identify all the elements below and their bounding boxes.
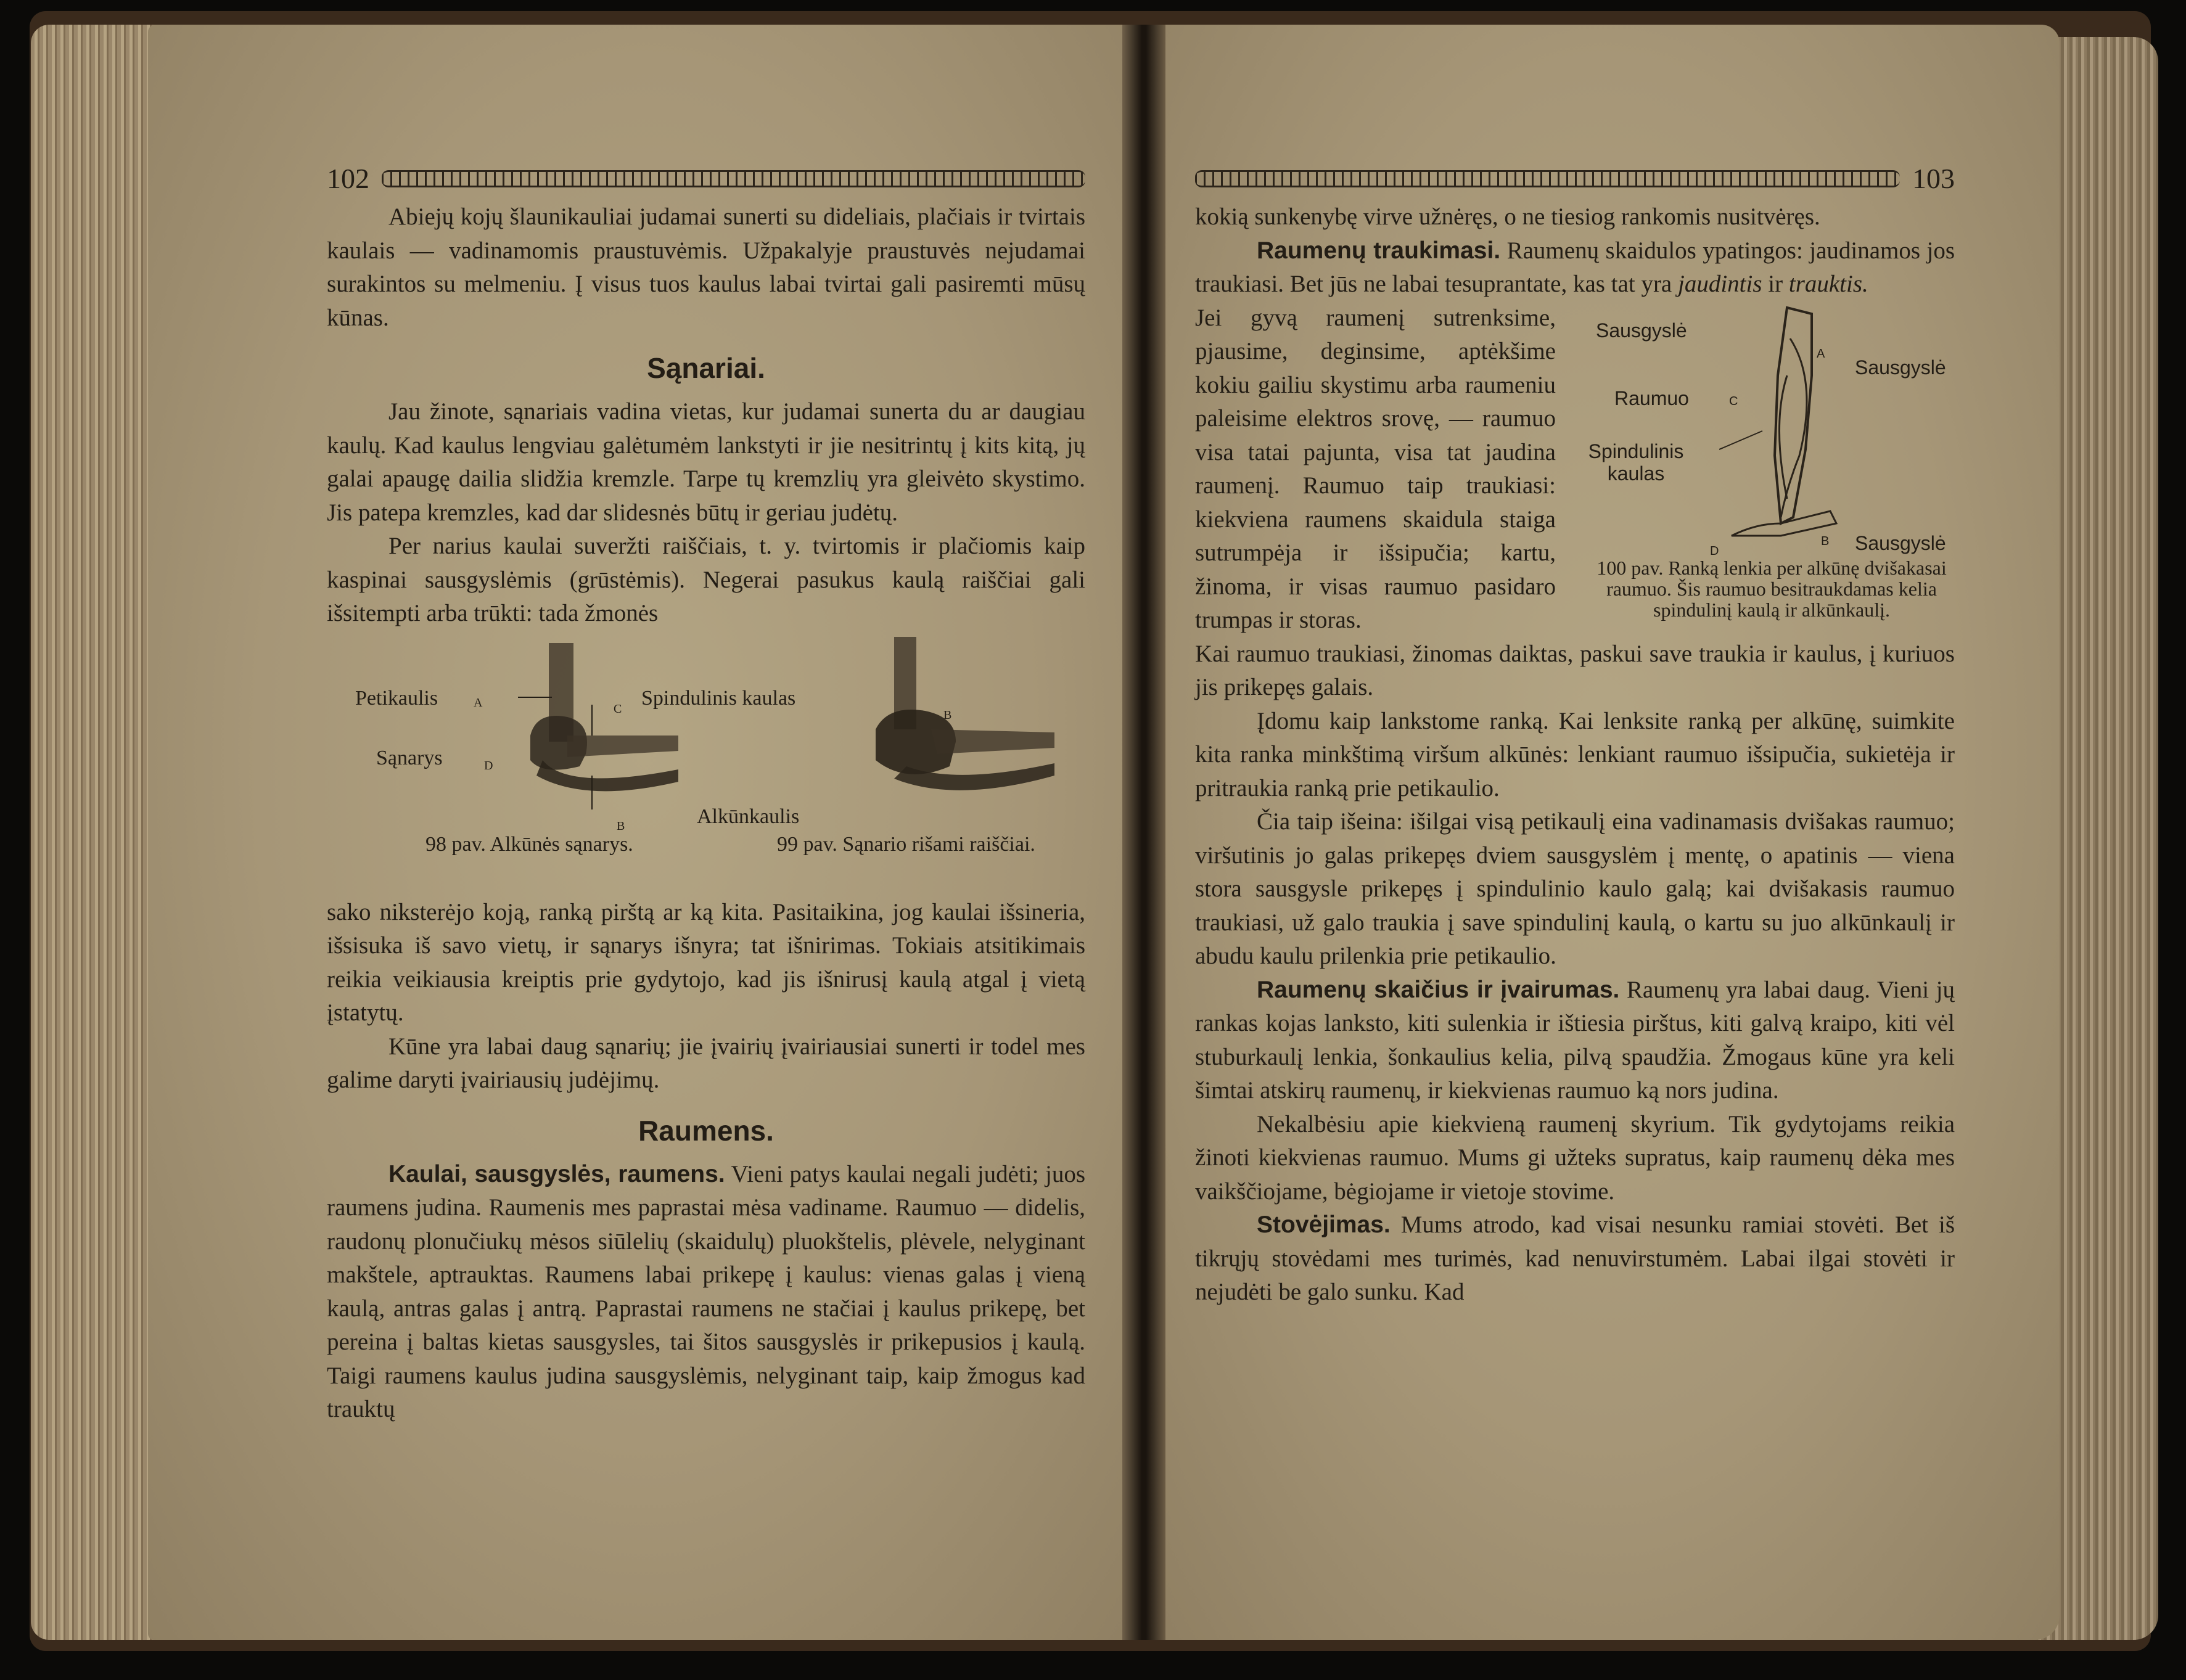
section-heading: Raumens. [638, 1114, 774, 1147]
label-alkunkaulis: Alkūnkaulis [697, 805, 800, 828]
left-page-header [327, 157, 1085, 200]
paragraph [1195, 973, 1955, 1108]
figure-letter: B [617, 819, 625, 833]
label-spindulinis-kaulas: Spindulinis kaulas [641, 686, 796, 710]
label-sausgysle-bottom: Sausgyslė [1855, 531, 1946, 554]
paragraph [1195, 1208, 1955, 1309]
figures-98-99 [327, 631, 1085, 896]
paragraph: Kūne yra labai daug sąnarių; jie įvairių įvairiausiai sunerti ir todel mes galime daryti įvairiausių judėjimų. [327, 1033, 1085, 1093]
figure-99-caption: 99 pav. Sąnario rišami raiščiai. [777, 832, 1035, 856]
figure-100 [1577, 301, 1960, 628]
paragraph: Kai raumuo traukiasi, žinomas daiktas, paskui save traukia ir kaulus, į kuriuos jis prikepęs galais. [1195, 640, 1955, 700]
decorative-rule [382, 170, 1085, 187]
figure-letter: A [474, 695, 483, 710]
paragraph: Per narius kaulai suveržti raiščiais, t. y. tvirtomis ir plačiomis kaip kaspinai sausgyslėmis (grūstėmis). Negerai pasukus kaulą raiščiai gali išsitempti arba trūkti: tada žmonės [327, 533, 1085, 626]
italic-term: trauktis. [1788, 271, 1868, 297]
right-page-content [1195, 157, 1955, 1309]
label-petikaulis: Petikaulis [355, 686, 438, 710]
paragraph-text: ir [1768, 271, 1783, 297]
run-in-heading: Raumenų traukimasi. [1257, 237, 1501, 264]
figure-100-caption: 100 pav. Ranką lenkia per alkūnę dvišakasai raumuo. Šis raumuo besitraukdamas kelia spindulinį kaulą ir alkūnkaulį. [1596, 556, 1947, 621]
italic-term: jaudintis [1678, 271, 1762, 297]
section-heading: Sąnariai. [647, 352, 765, 384]
biceps-arm-illustration [1719, 301, 1849, 560]
paragraph-text: Raumenų yra labai daug. Vieni jų rankas kojas lanksto, kiti sulenkia ir ištiesia pirštus, kiti galvą kraipo, kiti vėl stuburkaulį lenkia, šonkaulius kelia, pilvą spaudžia. Žmogaus kūne yra keli šimtai atskirų raumenų, ir kiekvienas raumuo ką nors judina. [1195, 976, 1955, 1104]
paragraph-text: Vieni patys kaulai negali judėti; juos raumens judina. Raumenis mes paprastai mėsa vadiname. Raumuo — didelis, raudonų plonučiukų mėsos siūlelių (skaidulų) pluokštelis, plėvele, nelyginant makštele, aptrauktas. Raumens labai prikepę į kaulus: vienas galas į vieną kaulą, antras galas į antrą. Paprastai raumens ne stačiai į kaulus prikepę, bet pereina į baltas kietas sausgysles, tai šitos sausgyslės ir prikepusios į kaulą. Taigi raumens kaulus judina sausgyslėmis, nelyginant taip, kaip žmogus kad trauktų [327, 1160, 1085, 1422]
paragraph: Įdomu kaip lankstome ranką. Kai lenksite ranką per alkūnę, suimkite kita ranka minkštimą viršum alkūnės: lenkiant raumuo išsipučia, sukietėja ir pritraukia ranką prie petikaulio. [1195, 707, 1955, 801]
figure-98-caption: 98 pav. Alkūnės sąnarys. [425, 832, 633, 856]
figure-letter: B [943, 708, 952, 722]
right-page-header [1195, 157, 1955, 200]
paragraph: Abiejų kojų šlaunikauliai judamai sunerti su dideliais, plačiais ir tvirtais kaulais — vadinamomis praustuvėmis. Užpakalyje praustuvės nejudamai surakintos su melmeniu. Į visus tuos kaulus labai tvirtai gali pasiremti mūsų kūnas. [327, 203, 1085, 331]
paragraph [327, 1158, 1085, 1427]
paragraph: Čia taip išeina: išilgai visą petikaulį eina vadinamasis dvišakas raumuo; viršutinis jo galas prikepęs dviem sausgyslėm į mentę, o apatinis — viena stora sausgysle prikepęs į spindulinio kaulo galą; kai dvišakasis raumuo traukiasi, už galo traukia į save spindulinį kaulą, o kartu su juo alkūnkaulį ir abudu kaulu prilenkia prie petikaulio. [1195, 808, 1955, 969]
run-in-heading: Kaulai, sausgyslės, raumens. [388, 1160, 725, 1187]
figure-letter: A [1817, 346, 1825, 361]
paragraph: Nekalbėsiu apie kiekvieną raumenį skyrium. Tik gydytojams reikia žinoti kiekvienas raumuo. Mums gi užteks supratus, kaip raumenų dėka mes vaikščiojame, bėgiojame ir vietoje stovime. [1195, 1110, 1955, 1205]
elbow-joint-illustration [493, 643, 678, 828]
paragraph: Jei gyvą raumenį sutrenksime, pjausime, deginsime, aptėkšime kokiu gailiu skystimu arba raumeniu paleisime elektros srovę, — raumuo visa tatai pajunta, visa tat jaudina raumenį. Raumuo taip traukiasi: kiekviena raumens skaidula staiga sutrumpėja ir išsipučia; kartu, žinoma, ir visas raumuo pasidaro trumpas ir storas. [1195, 304, 1556, 633]
figure-letter: B [1821, 534, 1830, 548]
paragraph: Jau žinote, sąnariais vadina vietas, kur judamai sunerta du ar daugiau kaulų. Kad kaulus lengviau galėtumėm lankstyti ir jie nesitrintų į kits kitą, jų galai apaugę dailia slidžia kremzle. Tarpe tų kremzlių yra gleivėto skystimo. Jis patepa kremzles, kad dar slidesnės būtų ir geriau judėtų. [327, 398, 1085, 526]
figure-letter: D [1710, 544, 1719, 558]
paragraph-text: Raumenų skaidulos ypatingos: jaudinamos jos traukiasi. Bet jūs ne labai tesuprantate, kas tat yra [1195, 237, 1955, 297]
paragraph: sako niksterėjo koją, ranką pirštą ar ką kita. Pasitaikina, jog kaulai išsineria, išsisuka iš savo vietų, ir sąnarys išnyra; tat išnirimas. Tokiais atsitikimais reikia veikiausia kreiptis prie gydytojo, kad jis išnirusį kaulą atgal į vietą įstatytų. [327, 898, 1085, 1026]
left-page-content [327, 157, 1085, 1427]
run-in-heading: Stovėjimas. [1257, 1211, 1391, 1238]
paragraph [1195, 234, 1955, 301]
paragraph: kokią sunkenybę virve užnėręs, o ne tiesiog rankomis nusitvėręs. [1195, 203, 1820, 230]
label-spindulinis-kaulas: Spindulinis kaulas [1588, 440, 1684, 485]
figure-letter: D [484, 758, 493, 772]
book-gutter [1122, 25, 1165, 1640]
run-in-heading: Raumenų skaičius ir įvairumas. [1257, 976, 1620, 1003]
figure-letter: C [1729, 394, 1738, 408]
decorative-rule [1195, 170, 1900, 187]
figure-letter: C [614, 702, 622, 716]
ligaments-illustration [869, 637, 1067, 816]
page-number: 102 [327, 162, 369, 194]
page-number: 103 [1912, 162, 1955, 194]
label-sausgysle-right: Sausgyslė [1855, 356, 1946, 379]
label-sanarys: Sąnarys [376, 746, 443, 769]
label-sausgysle-top: Sausgyslė [1596, 319, 1687, 342]
label-raumuo: Raumuo [1614, 387, 1689, 409]
text-with-figure-100 [1195, 301, 1955, 637]
paragraph-text: Mums atrodo, kad visai nesunku ramiai stovėti. Bet iš tikrųjų stovėdami mes turimės, kad nenuvirstumėm. Labai ilgai stovėti ir nejudėti be galo sunku. Kad [1195, 1211, 1955, 1305]
